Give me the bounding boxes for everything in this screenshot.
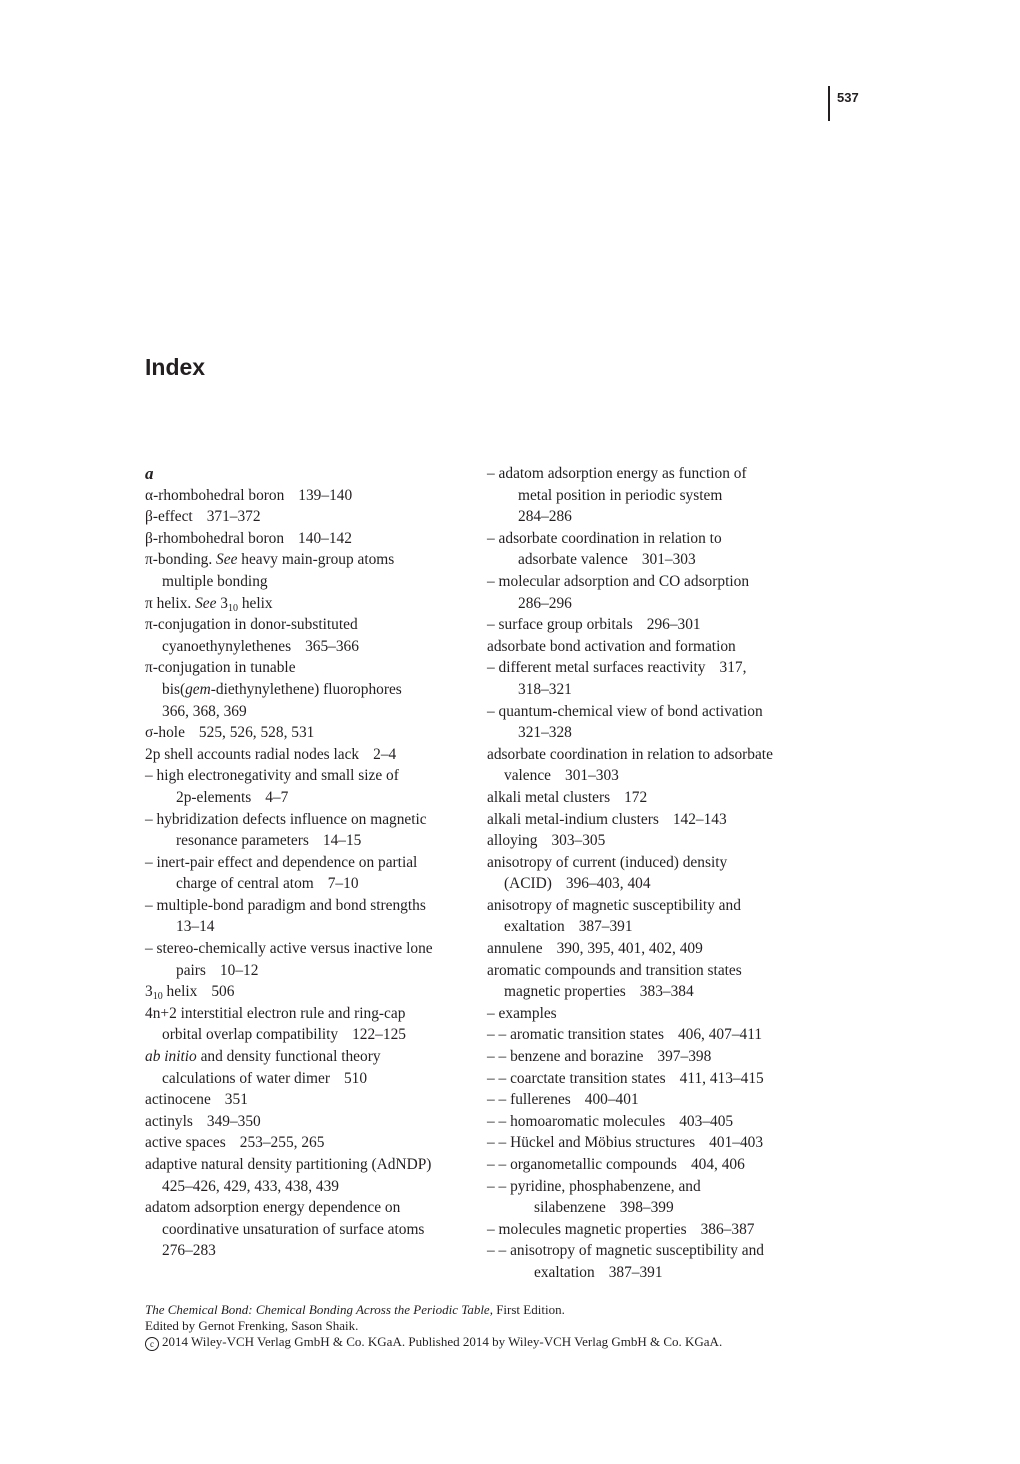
index-entry: ab initio and density functional theory [145, 1048, 381, 1066]
index-entry-continuation: pairs 10–12 [176, 961, 259, 979]
index-subentry: – molecules magnetic properties 386–387 [487, 1220, 755, 1238]
index-subsubentry: – – anisotropy of magnetic susceptibility and [487, 1242, 764, 1260]
index-entry: α-rhombohedral boron 139–140 [145, 486, 353, 504]
index-entry: 4n+2 interstitial electron rule and ring-cap [145, 1004, 406, 1022]
index-subentry: – examples [487, 1004, 557, 1022]
index-entry: alkali metal clusters 172 [487, 788, 648, 806]
index-entry-continuation: 284–286 [518, 508, 572, 526]
index-entry: actinyls 349–350 [145, 1112, 261, 1130]
index-entry: alkali metal-indium clusters 142–143 [487, 810, 727, 828]
index-entry-continuation: exaltation 387–391 [534, 1263, 663, 1281]
index-subsubentry: – – aromatic transition states 406, 407–411 [487, 1026, 763, 1044]
index-column-left [145, 463, 480, 1262]
index-entry-continuation: multiple bonding [162, 572, 268, 590]
index-entry-continuation: 286–296 [518, 594, 572, 612]
index-entry: adatom adsorption energy dependence on [145, 1199, 401, 1217]
page-number-rule [828, 86, 830, 121]
index-subsubentry: – – coarctate transition states 411, 413–415 [487, 1069, 764, 1087]
index-subentry: – quantum-chemical view of bond activation [487, 702, 763, 720]
index-entry: 2p shell accounts radial nodes lack 2–4 [145, 745, 397, 763]
index-subsubentry: – – pyridine, phosphabenzene, and [487, 1177, 701, 1195]
index-entry-continuation: adsorbate valence 301–303 [518, 551, 696, 569]
footer-editors: Edited by Gernot Frenking, Sason Shaik. [145, 1318, 359, 1333]
index-entry-continuation: 321–328 [518, 724, 572, 742]
index-entry-continuation: 318–321 [518, 680, 572, 698]
index-entry-continuation: coordinative unsaturation of surface atoms [162, 1220, 425, 1238]
index-entry: π-conjugation in donor-substituted [145, 616, 358, 634]
index-entry: aromatic compounds and transition states [487, 961, 742, 979]
index-entry-continuation: 13–14 [176, 918, 215, 936]
index-subentry: – hybridization defects influence on magnetic [145, 810, 427, 828]
index-entry-continuation: 425–426, 429, 433, 438, 439 [162, 1177, 339, 1195]
index-subsubentry: – – fullerenes 400–401 [487, 1091, 639, 1109]
index-subentry: – high electronegativity and small size of [145, 767, 399, 785]
index-entry-continuation: calculations of water dimer 510 [162, 1069, 368, 1087]
index-subsubentry: – – benzene and borazine 397–398 [487, 1048, 712, 1066]
section-letter: a [145, 464, 154, 483]
index-entry-continuation: charge of central atom 7–10 [176, 875, 359, 893]
index-entry: anisotropy of magnetic susceptibility and [487, 896, 741, 914]
index-entry-continuation: orbital overlap compatibility 122–125 [162, 1026, 406, 1044]
index-subentry: – surface group orbitals 296–301 [487, 616, 701, 634]
index-entry-continuation: resonance parameters 14–15 [176, 832, 362, 850]
index-subentry: – adsorbate coordination in relation to [487, 529, 722, 547]
index-subentry: – different metal surfaces reactivity 317, [487, 659, 747, 677]
index-entry: alloying 303–305 [487, 832, 606, 850]
index-entry: adaptive natural density partitioning (AdNDP) [145, 1156, 432, 1173]
index-subsubentry: – – Hückel and Möbius structures 401–403 [487, 1134, 764, 1152]
index-entry-continuation: bis(gem-diethynylethene) fluorophores [162, 680, 402, 698]
index-entry: adsorbate bond activation and formation [487, 637, 736, 655]
index-entry: β-effect 371–372 [145, 508, 261, 526]
index-entry-continuation: valence 301–303 [504, 767, 619, 785]
index-entry-continuation: (ACID) 396–403, 404 [504, 875, 651, 893]
index-subentry: – stereo-chemically active versus inactive lone [145, 940, 433, 958]
index-column-right [487, 463, 822, 1284]
index-entry: adsorbate coordination in relation to adsorbate [487, 745, 773, 763]
index-entry: actinocene 351 [145, 1091, 248, 1109]
index-subentry: – multiple-bond paradigm and bond strengths [145, 896, 426, 914]
index-entry-continuation: magnetic properties 383–384 [504, 983, 694, 1001]
footer-title-line [145, 1302, 722, 1318]
page-number: 537 [837, 90, 859, 105]
footer-copyright: c 2014 Wiley-VCH Verlag GmbH & Co. KGaA. Published 2014 by Wiley-VCH Verlag GmbH & Co. KGaA. [145, 1334, 722, 1351]
index-entry-continuation: 276–283 [162, 1242, 216, 1260]
index-subentry: – inert-pair effect and dependence on partial [145, 853, 418, 871]
index-entry-continuation: silabenzene 398–399 [534, 1199, 674, 1217]
index-entry: active spaces 253–255, 265 [145, 1134, 325, 1152]
book-title: The Chemical Bond: Chemical Bonding Across the Periodic Table, [145, 1302, 493, 1317]
index-entry-continuation: 366, 368, 369 [162, 702, 247, 720]
index-entry-continuation: metal position in periodic system [518, 486, 723, 504]
index-entry: σ-hole 525, 526, 528, 531 [145, 724, 315, 742]
index-entry-continuation: cyanoethynylethenes 365–366 [162, 637, 359, 655]
index-entry: β-rhombohedral boron 140–142 [145, 529, 352, 547]
book-footer [145, 1302, 722, 1351]
book-edition: First Edition. [492, 1302, 565, 1317]
index-subentry: – adatom adsorption energy as function of [487, 465, 747, 482]
index-subentry: – molecular adsorption and CO adsorption [487, 572, 750, 590]
copyright-icon: c [145, 1337, 159, 1351]
index-subsubentry: – – organometallic compounds 404, 406 [487, 1156, 745, 1173]
index-entry: π helix. See $3_{10}$ helix [145, 594, 273, 614]
index-entry: annulene 390, 395, 401, 402, 409 [487, 940, 703, 958]
index-entry: $3_{10}$ helix 506 [145, 983, 235, 1003]
index-entry: π-bonding. See heavy main-group atoms [145, 551, 395, 569]
index-entry: anisotropy of current (induced) density [487, 853, 728, 871]
index-entry: π-conjugation in tunable [145, 659, 296, 677]
index-entry-continuation: exaltation 387–391 [504, 918, 633, 936]
page-title: Index [145, 354, 206, 380]
index-entry-continuation: 2p-elements 4–7 [176, 788, 289, 806]
index-subsubentry: – – homoaromatic molecules 403–405 [487, 1112, 734, 1130]
